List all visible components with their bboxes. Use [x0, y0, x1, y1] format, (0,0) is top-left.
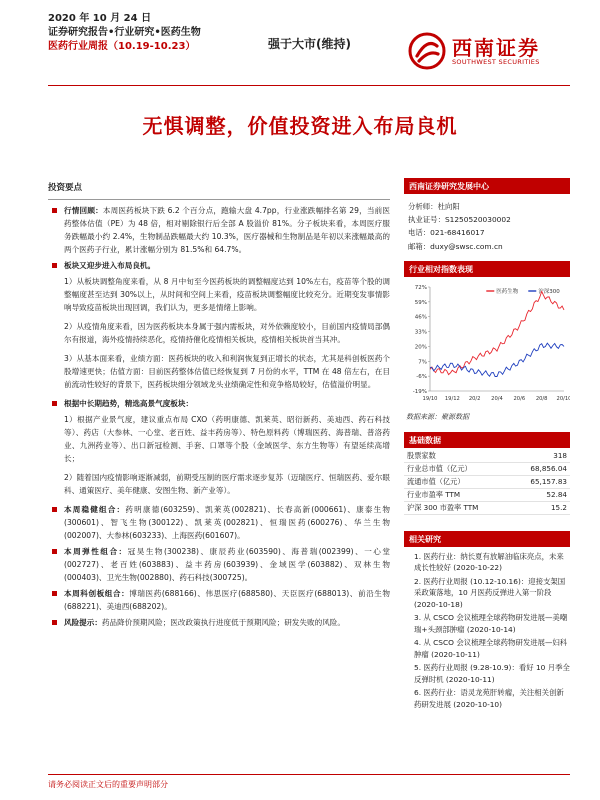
report-name: 医药行业周报（10.19-10.23） — [48, 41, 196, 52]
related-heading: 相关研究 — [404, 531, 570, 547]
list-item[interactable]: 5. 医药行业周报 (9.28-10.9)：看好 10 月季全反弹时机 (2020-10-11) — [414, 663, 570, 684]
row-value: 52.84 — [511, 488, 570, 501]
y-tick-label: -19% — [412, 388, 427, 395]
row-label: 沪深 300 市盈率 TTM — [404, 501, 511, 514]
related-list — [404, 547, 570, 711]
performance-chart-svg — [404, 279, 570, 409]
risk-bullet — [48, 616, 390, 629]
stable-portfolio-text: 药明康德(603259)、凯莱英(002821)、长春高新(000661)、康泰生物(300601)、智飞生物(300122)、凯莱英(002821)、恒瑞医药(600276)、华兰生物(002007)、大参林(603233)、上海医药(601607)。 — [64, 505, 391, 540]
list-item[interactable]: 3. 从 CSCO 会议梳理全球药物研发进展—美嘲瑞+头颈部肿瘤 (2020-10-14) — [414, 613, 568, 634]
header-meta — [48, 12, 201, 54]
table-row — [404, 462, 570, 475]
summary-heading: 投资要点 — [48, 183, 83, 193]
analyst-email[interactable]: 邮箱：duxy@swsc.com.cn — [408, 241, 503, 251]
risk-text: 药品降价预期风险；医改政策执行进度低于预期风险；研发失败的风险。 — [101, 618, 345, 627]
footer-disclaimer: 请务必阅读正文后的重要声明部分 — [48, 780, 168, 789]
series-line-1 — [430, 343, 564, 376]
x-tick-label: 19/10 — [422, 395, 438, 402]
related-research — [404, 531, 570, 711]
outlook-para-3: 3）从基本面来看，业绩方面：医药板块的收入和利润恢复到正增长的状态，尤其是科创板医药个股增速更快；估值方面：目前医药整体估值已经恢复到 7 月份的水平，TTM 在 48 倍左右，在目前流动性较好的背景下，医药板块细分领域龙头业绩确定性和竞争格局较好，估值溢价明显。 — [64, 354, 390, 389]
stable-portfolio-bullet — [48, 503, 390, 542]
y-tick-label: 46% — [414, 314, 427, 321]
risk-label: 风险提示： — [64, 618, 102, 627]
table-row — [404, 475, 570, 488]
logo-english: SOUTHWEST SECURITIES — [452, 58, 540, 66]
base-data-heading: 基础数据 — [404, 432, 570, 448]
x-tick-label: 20/10 — [556, 395, 570, 402]
analyst-license: 执业证号：S1250520030002 — [408, 215, 511, 225]
trend-label: 根据中长期趋势，精选高景气度板块： — [64, 399, 194, 408]
x-tick-label: 20/4 — [491, 395, 503, 402]
header-divider — [48, 85, 570, 86]
table-row — [404, 501, 570, 514]
market-review-text: 本周医药板块下跌 6.2 个百分点，跑输大盘 4.7pp，行业涨跌幅排名第 29，当前医药整体估值（PE）为 48 倍，相对剔除银行后全部 A 股溢价 81%。分子板块来看，本周医疗服务跌幅最小约 2.4%，生物制品跌幅最大约 10.3%，医疗器械和生物制品是年初以来涨幅最高的两个医药子行业，累计涨幅分别为 81.5%和 64.7%。 — [64, 206, 391, 254]
y-tick-label: 72% — [414, 284, 427, 291]
report-category: 证券研究报告•行业研究•医药生物 — [48, 27, 201, 38]
y-tick-label: -6% — [416, 373, 427, 380]
y-tick-label: 59% — [414, 299, 427, 306]
row-value: 68,856.04 — [511, 462, 570, 475]
x-tick-label: 20/2 — [468, 395, 481, 402]
performance-chart-box — [404, 261, 570, 422]
list-item[interactable]: 1. 医药行业：纳长夏有放解油临床亮点，未来成长性较好 (2020-10-22) — [414, 551, 564, 573]
report-title: 无惧调整，价值投资进入布局良机 — [142, 114, 458, 138]
analyst-name: 分析师：杜向阳 — [408, 202, 460, 211]
analyst-phone: 电话：021-68416017 — [408, 228, 485, 238]
logo-name: 西南证券 — [452, 36, 540, 60]
list-item[interactable]: 4. 从 CSCO 会议梳理全球药物研发进展—妇科肿瘤 (2020-10-11) — [414, 638, 568, 659]
row-label: 行业市盈率 TTM — [404, 488, 511, 501]
x-tick-label: 19/12 — [444, 395, 460, 402]
sidebar-column — [404, 178, 570, 712]
outlook-para-2: 2）从疫情角度来看，因为医药板块本身属于强内需板块，对外依赖度较小，目前国内疫情局部偶尔有报道，海外疫情持续恶化，疫情持催化疫情相关板块，疫情相关板块首当其冲。 — [64, 322, 390, 344]
performance-chart-heading: 行业相对指数表现 — [404, 261, 570, 277]
trend-bullet — [48, 397, 390, 410]
brand-logo — [408, 30, 568, 70]
row-value: 318 — [511, 450, 570, 463]
y-tick-label: 20% — [414, 344, 427, 351]
elastic-portfolio-bullet — [48, 545, 390, 584]
elastic-portfolio-label: 本周弹性组合： — [64, 547, 128, 556]
series-line-0 — [430, 291, 564, 374]
summary-column — [48, 182, 390, 632]
x-tick-label: 20/8 — [535, 395, 548, 402]
market-review-label: 行情回顾： — [64, 206, 103, 215]
report-date: 2020 年 10 月 24 日 — [48, 13, 152, 24]
logo-mark-icon — [408, 32, 446, 70]
legend-label: 沪深300 — [538, 288, 560, 295]
table-row — [404, 488, 570, 501]
star-market-portfolio-bullet — [48, 587, 390, 613]
stable-portfolio-label: 本周稳健组合： — [64, 505, 126, 514]
analyst-info — [404, 194, 570, 257]
row-label: 股票家数 — [404, 450, 511, 463]
trend-para-2: 2）随着国内疫情影响逐渐减弱，前期受压制的医疗需求逐步复苏（迈瑞医疗、恒瑞医药、爱尔眼科、通策医疗、美年健康、安图生物、新产业等）。 — [64, 473, 390, 495]
row-label: 流通市值（亿元） — [404, 475, 511, 488]
star-market-portfolio-text: 博瑞医药(688166)、伟思医疗(688580)、天臣医疗(688013)、前沿生物(688221)、美迪西(688202)。 — [64, 589, 390, 611]
row-value: 65,157.83 — [511, 475, 570, 488]
star-market-portfolio-label: 本周科创板组合： — [64, 589, 130, 598]
row-label: 行业总市值（亿元） — [404, 462, 511, 475]
performance-chart — [404, 279, 570, 409]
list-item[interactable]: 6. 医药行业：语灵龙苑肝转瘤，关注相关创新药研发进展 (2020-10-10) — [414, 688, 564, 709]
table-row — [404, 450, 570, 463]
summary-divider — [48, 199, 390, 200]
outlook-label: 板块又迎步进入布局良机。 — [64, 261, 156, 270]
trend-para-1: 1）根据产业景气度，建议重点布局 CXO（药明康德、凯莱英、昭衍新药、美迪西、药石科技等）、药店（大参林、一心堂、老百姓、益丰药房等）、特色原料药（博瑞医药、海普瑞、普洛药业、九洲药业等）、出口新冠检测、手套、口罩等个股（金域医学、东方生物等）有望延续高增长； — [64, 415, 390, 463]
footer-divider — [48, 774, 570, 775]
outlook-bullet — [48, 259, 390, 272]
elastic-portfolio-text: 冠昊生物(300238)、康辰药业(603590)、海普瑞(002399)、一心堂(002727)、老百姓(603883)、益丰药房(603939)、金域医学(603882)、双林生物(000403)、卫光生物(002880)、药石科技(300725)。 — [64, 547, 390, 582]
row-value: 15.2 — [511, 501, 570, 514]
analyst-box-heading: 西南证券研究发展中心 — [404, 178, 570, 194]
y-tick-label: 7% — [418, 359, 427, 366]
base-data-table — [404, 450, 570, 515]
y-tick-label: 33% — [414, 329, 427, 336]
market-review-bullet — [48, 204, 390, 256]
legend-label: 医药生物 — [496, 288, 519, 295]
chart-source: 数据来源：聚源数据 — [406, 412, 469, 421]
x-tick-label: 20/6 — [513, 395, 526, 402]
list-item[interactable]: 2. 医药行业周报 (10.12-10.16)：迎接支架国采政策落地，10 月医药反弹进入第一阶段 (2020-10-18) — [414, 576, 566, 609]
outlook-para-1: 1）从板块调整角度来看，从 8 月中旬至今医药板块的调整幅度达到 10%左右，疫苗等个股的调整幅度甚至达到 30%以上，从时间和空间上来看，疫苗板块调整幅度比较充分。近期变发事情影响导致疫苗板块出现回调，我们认为，更多是情绪上影响。 — [64, 277, 390, 312]
industry-rating: 强于大市(维持) — [268, 37, 351, 51]
